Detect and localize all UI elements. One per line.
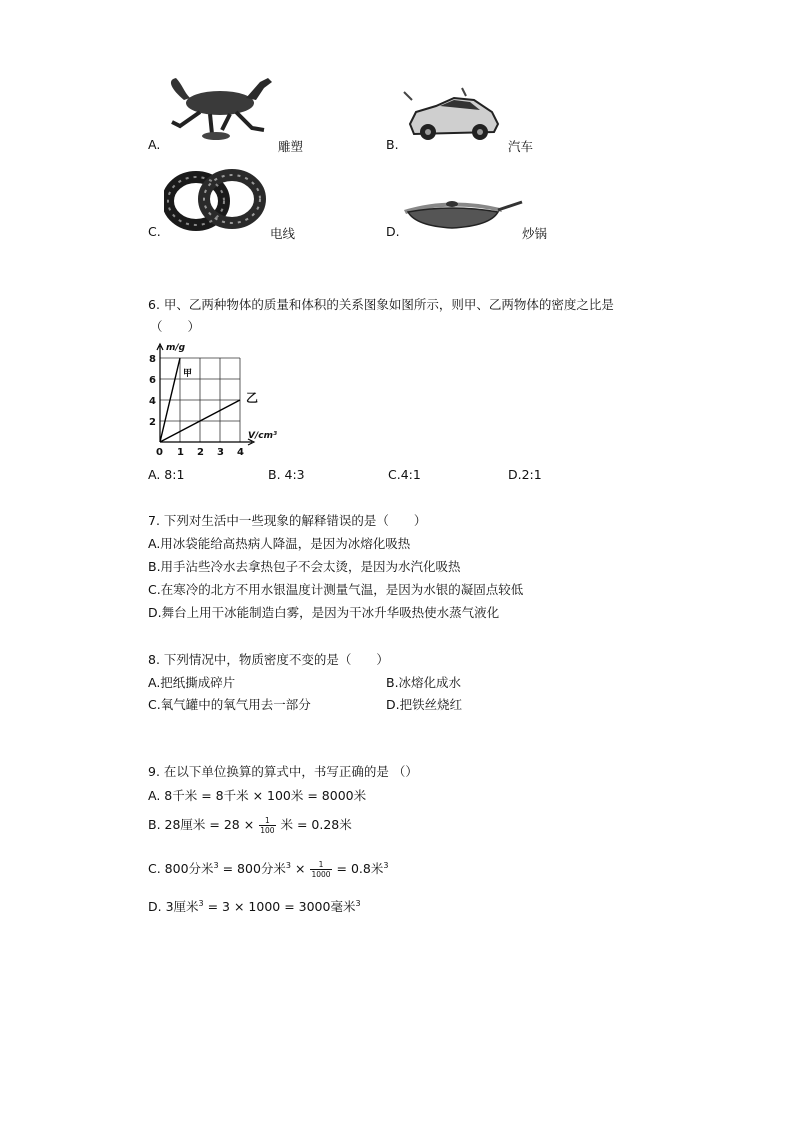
fraction-denominator: 100 xyxy=(260,826,275,835)
q8-option-b: B.冰熔化成水 xyxy=(386,675,462,690)
x-axis-label: V/cm³ xyxy=(248,431,277,441)
y-axis-label: m/g xyxy=(166,343,186,353)
q6-option-d: D.2:1 xyxy=(508,467,542,482)
superscript: 3 xyxy=(213,860,219,870)
y-tick-label: 2 xyxy=(149,417,156,428)
q9-option-d xyxy=(148,897,361,915)
q8-option-c: C.氧气罐中的氧气用去一部分 xyxy=(148,697,311,712)
superscript: 3 xyxy=(355,898,361,908)
q6-stem-line2: （ ） xyxy=(150,319,201,334)
q9-option-c-part2: = 800分米 xyxy=(218,861,286,876)
q8-option-a: A.把纸撕成碎片 xyxy=(148,675,236,690)
x-tick-label: 2 xyxy=(197,447,204,458)
superscript: 3 xyxy=(285,860,292,870)
wire-coil-image xyxy=(164,168,266,232)
q9-option-b-post: 米 = 0.28米 xyxy=(280,817,352,832)
q7-option-d: D.舞台上用干冰能制造白雾，是因为干冰升华吸热使水蒸气液化 xyxy=(148,605,500,620)
q7-option-b: B.用手沾些冷水去拿热包子不会太烫，是因为水汽化吸热 xyxy=(148,559,461,574)
q5-option-d-letter: D. xyxy=(386,224,400,239)
x-tick-label: 1 xyxy=(177,447,184,458)
y-tick-label: 6 xyxy=(149,375,156,386)
car-image xyxy=(402,82,502,148)
q7-stem: 7. 下列对生活中一些现象的解释错误的是（ ） xyxy=(148,513,427,528)
q8-stem: 8. 下列情况中，物质密度不变的是（ ） xyxy=(148,652,389,667)
x-tick-label: 0 xyxy=(156,447,163,458)
chart-grid xyxy=(160,358,240,442)
wok-image xyxy=(400,190,524,232)
fraction-numerator: 1 xyxy=(259,816,275,826)
q5-option-a-text: 雕塑 xyxy=(278,139,304,154)
q6-option-a: A. 8:1 xyxy=(148,467,185,482)
q6-option-b: B. 4:3 xyxy=(268,467,305,482)
q9-option-c-part3: × xyxy=(291,861,306,876)
series-label: 甲 xyxy=(183,369,193,379)
superscript: 3 xyxy=(198,898,204,908)
fraction-numerator: 1 xyxy=(310,860,331,870)
q9-option-b-pre: B. 28厘米 = 28 × xyxy=(148,817,255,832)
q5-option-c-letter: C. xyxy=(148,224,161,239)
q9-option-b xyxy=(148,815,352,835)
q7-option-c: C.在寒冷的北方不用水银温度计测量气温，是因为水银的凝固点较低 xyxy=(148,582,524,597)
superscript: 3 xyxy=(383,860,389,870)
q5-option-b-text: 汽车 xyxy=(508,139,534,154)
q8-option-d: D.把铁丝烧红 xyxy=(386,697,463,712)
q6-stem-line1: 6. 甲、乙两种物体的质量和体积的关系图象如图所示，则甲、乙两物体的密度之比是 xyxy=(148,297,614,312)
q5-option-d-text: 炒锅 xyxy=(522,226,548,241)
horse-sculpture-image xyxy=(160,70,278,145)
chart-labels xyxy=(149,343,277,458)
fraction-denominator: 1000 xyxy=(311,870,331,879)
q9-option-a: A. 8千米 = 8千米 × 100米 = 8000米 xyxy=(148,788,367,803)
y-tick-label: 4 xyxy=(149,396,156,407)
series-label: 乙 xyxy=(246,391,259,405)
q9-stem: 9. 在以下单位换算的算式中，书写正确的是 （） xyxy=(148,764,418,779)
q9-option-c-part4: = 0.8米 xyxy=(332,861,384,876)
q6-option-c: C.4:1 xyxy=(388,467,421,482)
y-tick-label: 8 xyxy=(149,354,156,365)
x-tick-label: 4 xyxy=(237,447,244,458)
q9-option-d-part2: = 3 × 1000 = 3000毫米 xyxy=(203,899,356,914)
q9-option-d-part1: D. 3厘米 xyxy=(148,899,199,914)
q5-option-a-letter: A. xyxy=(148,137,161,152)
q9-option-b-fraction xyxy=(259,816,275,835)
x-tick-label: 3 xyxy=(217,447,224,458)
q9-option-c-part1: C. 800分米 xyxy=(148,861,214,876)
q7-option-a: A.用冰袋能给高热病人降温，是因为冰熔化吸热 xyxy=(148,536,411,551)
q9-option-c-fraction xyxy=(310,860,331,879)
mass-volume-chart xyxy=(144,338,294,460)
q5-option-b-letter: B. xyxy=(386,137,399,152)
q5-option-c-text: 电线 xyxy=(270,226,296,241)
q9-option-c xyxy=(148,859,388,879)
